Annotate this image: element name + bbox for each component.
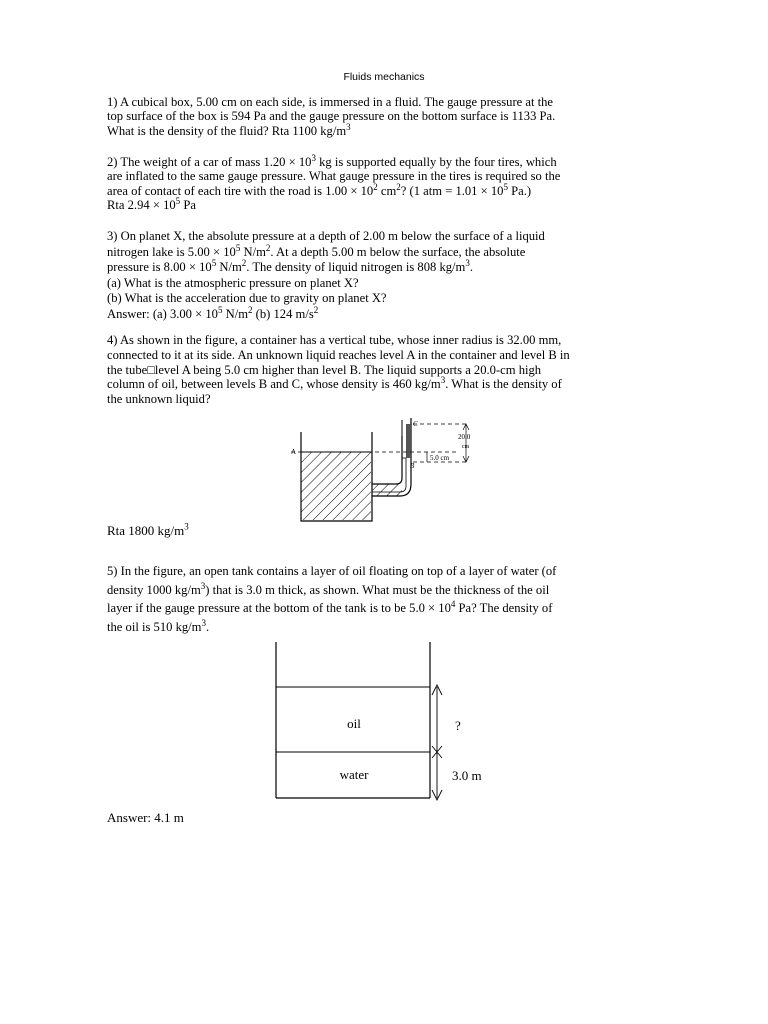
problem-4 — [107, 333, 667, 407]
problem-4-answer: Rta 1800 $kg/m^3$ — [107, 521, 189, 538]
problem-1-line-2: top surface of the box is 594 Pa and the gauge pressure on the bottom surface is 1133 Pa. — [107, 109, 556, 124]
container-tube-figure — [288, 416, 488, 524]
problem-5-answer: Answer: 4.1 m — [107, 810, 184, 825]
problem-1-line-3: What is the density of the fluid? Rta 1100 $kg/m^3$ — [107, 121, 351, 138]
problem-3-line-4: (a) What is the atmospheric pressure on planet X? — [107, 275, 359, 290]
page-title: Fluids mechanics — [343, 71, 425, 83]
problem-3-line-1: 3) On planet X, the absolute pressure at a depth of 2.00 m below the surface of a liquid — [107, 229, 545, 243]
problem-4-line-1: 4) As shown in the figure, a container has a vertical tube, whose inner radius is 32.00 mm, — [107, 333, 562, 347]
oil-label: oil — [347, 716, 361, 731]
problem-3-line-3: pressure is $8.00 \times 10^5$ $N/m^2$. The density of liquid nitrogen is 808 $kg/m^3$. — [107, 258, 473, 275]
problem-5-line-4: the oil is 510 $kg/m^3$. — [107, 617, 210, 634]
problem-4-line-5: the unknown liquid? — [107, 392, 211, 407]
problem-5 — [107, 562, 667, 636]
problem-3-answer: Answer: (a) $3.00 \times 10^5$ $N/m^2$ (b) 124 $m/s^2$ — [107, 304, 319, 321]
problem-5-line-2: density 1000 $kg/m^3$) that is 3.0 m thick, as shown. What must be the thickness of the oil — [107, 580, 550, 597]
problem-2-line-3: area of contact of each tire with the road is $1.00 \times 10^2$ $cm^2$? (1 atm = $1.01 \times 10^5$ Pa.) — [107, 181, 532, 198]
problem-1-line-1: 1) A cubical box, 5.00 cm on each side, is immersed in a fluid. The gauge pressure at the — [107, 95, 554, 109]
dim-5-label: 5.0 cm — [430, 454, 450, 462]
water-label: water — [339, 767, 369, 782]
problem-2-line-2: are inflated to the same gauge pressure. What gauge pressure in the tires is required so the — [107, 169, 561, 184]
problem-5-line-1: 5) In the figure, an open tank contains a layer of oil floating on top of a layer of water (of — [107, 564, 557, 578]
problem-2-answer: Rta $2.94 \times 10^5$ Pa — [107, 195, 196, 212]
label-a: A — [291, 448, 297, 456]
problem-3-line-5: (b) What is the acceleration due to gravity on planet X? — [107, 291, 387, 306]
dim-20-unit: cm — [462, 444, 470, 450]
water-thickness-label: 3.0 m — [452, 768, 482, 783]
problem-3-line-2: nitrogen lake is $5.00 \times 10^5$ $N/m^2$. At a depth 5.00 m below the surface, the absolute — [107, 242, 526, 259]
problem-5-line-3: layer if the gauge pressure at the bottom of the tank is to be $5.0 \times 10^4$ Pa? The density of — [107, 598, 553, 615]
label-b: B — [410, 462, 415, 470]
problem-4-line-4: column of oil, between levels B and C, whose density is 460 $kg/m^3$. What is the density of — [107, 375, 562, 392]
problem-2 — [107, 152, 667, 212]
open-tank-figure — [270, 640, 510, 802]
problem-2-line-1: 2) The weight of a car of mass $1.20 \times 10^3$ kg is supported equally by the four tires, which — [107, 152, 557, 169]
problem-1 — [107, 95, 667, 138]
problem-4-line-2: connected to it at its side. An unknown liquid reaches level A in the container and level B in — [107, 347, 570, 362]
problem-3 — [107, 229, 667, 323]
problem-4-line-3: the tube□level A being 5.0 cm higher than level B. The liquid supports a 20.0-cm high — [107, 362, 542, 377]
unknown-thickness-label: ? — [455, 718, 461, 733]
label-c: C — [413, 420, 418, 428]
dim-20-value: 20.0 — [458, 433, 471, 441]
